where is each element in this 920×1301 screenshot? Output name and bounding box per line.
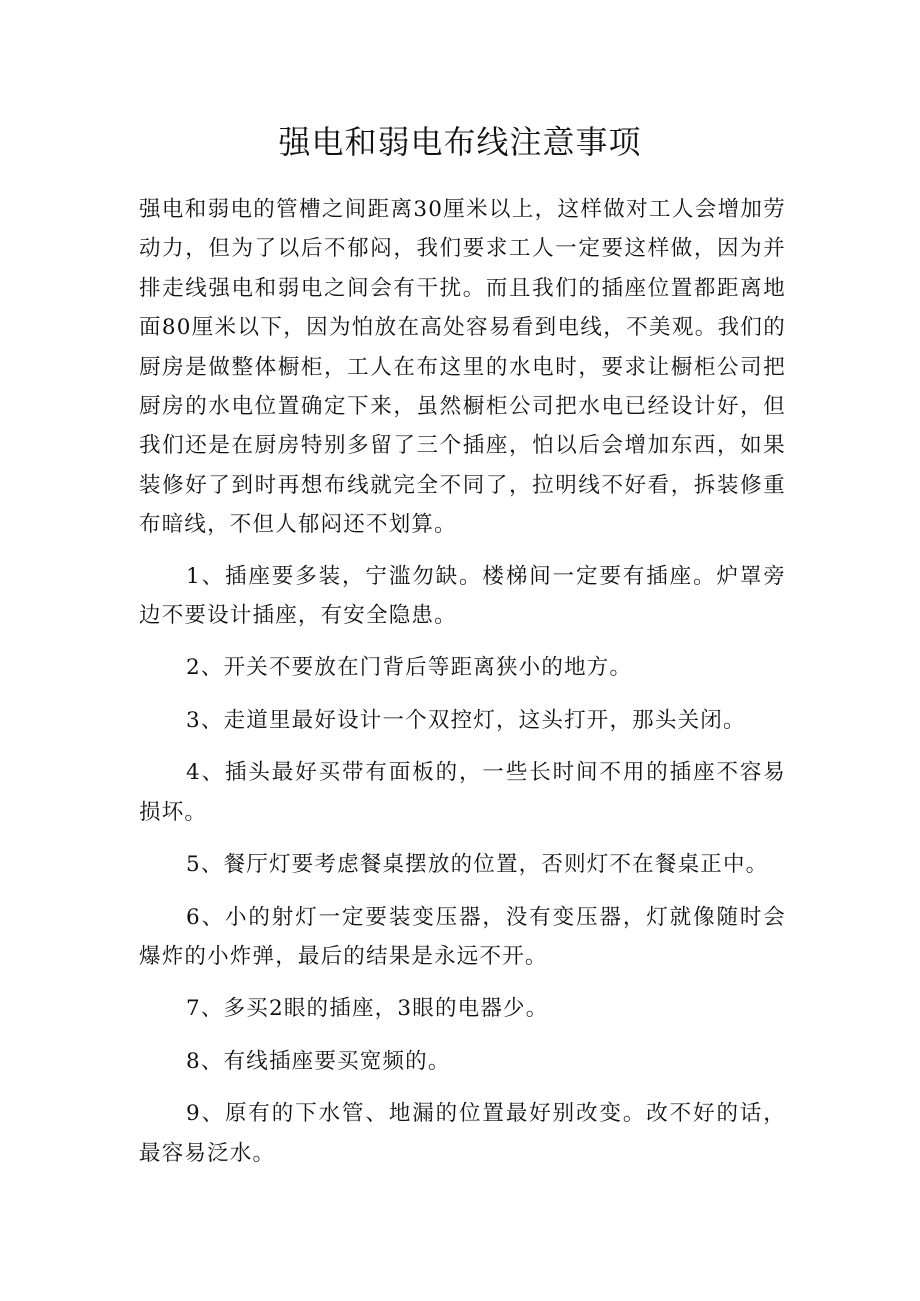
list-item-3: 3、走道里最好设计一个双控灯，这头打开，那头关闭。 [186,707,746,733]
list-item-9: 9、原有的下水管、地漏的位置最好别改变。改不好的话，最容易泛水。 [139,1101,786,1166]
list-item-8: 8、有线插座要买宽频的。 [186,1048,451,1074]
list-item-1: 1、插座要多装，宁滥勿缺。楼梯间一定要有插座。炉罩旁边不要设计插座，有安全隐患。 [139,563,786,629]
document-title: 强电和弱电布线注意事项 [278,123,642,161]
list-item-6: 6、小的射灯一定要装变压器，没有变压器，灯就像随时会爆炸的小炸弹，最后的结果是永远不开。 [139,904,786,969]
list-item-7: 7、多买2眼的插座，3眼的电器少。 [186,996,549,1022]
list-item-4: 4、插头最好买带有面板的，一些长时间不用的插座不容易损坏。 [139,760,786,825]
list-item-2: 2、开关不要放在门背后等距离狭小的地方。 [186,655,633,681]
list-item-5: 5、餐厅灯要考虑餐桌摆放的位置，否则灯不在餐桌正中。 [186,852,769,878]
document-body [139,190,786,1173]
intro-paragraph: 强电和弱电的管槽之间距离30厘米以上，这样做对工人会增加劳动力，但为了以后不郁闷，我们要求工人一定要这样做，因为并排走线强电和弱电之间会有干扰。而且我们的插座位置都距离地面80厘米以下，因为怕放在高处容易看到电线，不美观。我们的厨房是做整体橱柜，工人在布这里的水电时，要求让橱柜公司把厨房的水电位置确定下来，虽然橱柜公司把水电已经设计好，但我们还是在厨房特别多留了三个插座，怕以后会增加东西，如果装修好了到时再想布线就完全不同了，拉明线不好看，拆装修重布暗线，不但人郁闷还不划算。 [139,197,786,538]
